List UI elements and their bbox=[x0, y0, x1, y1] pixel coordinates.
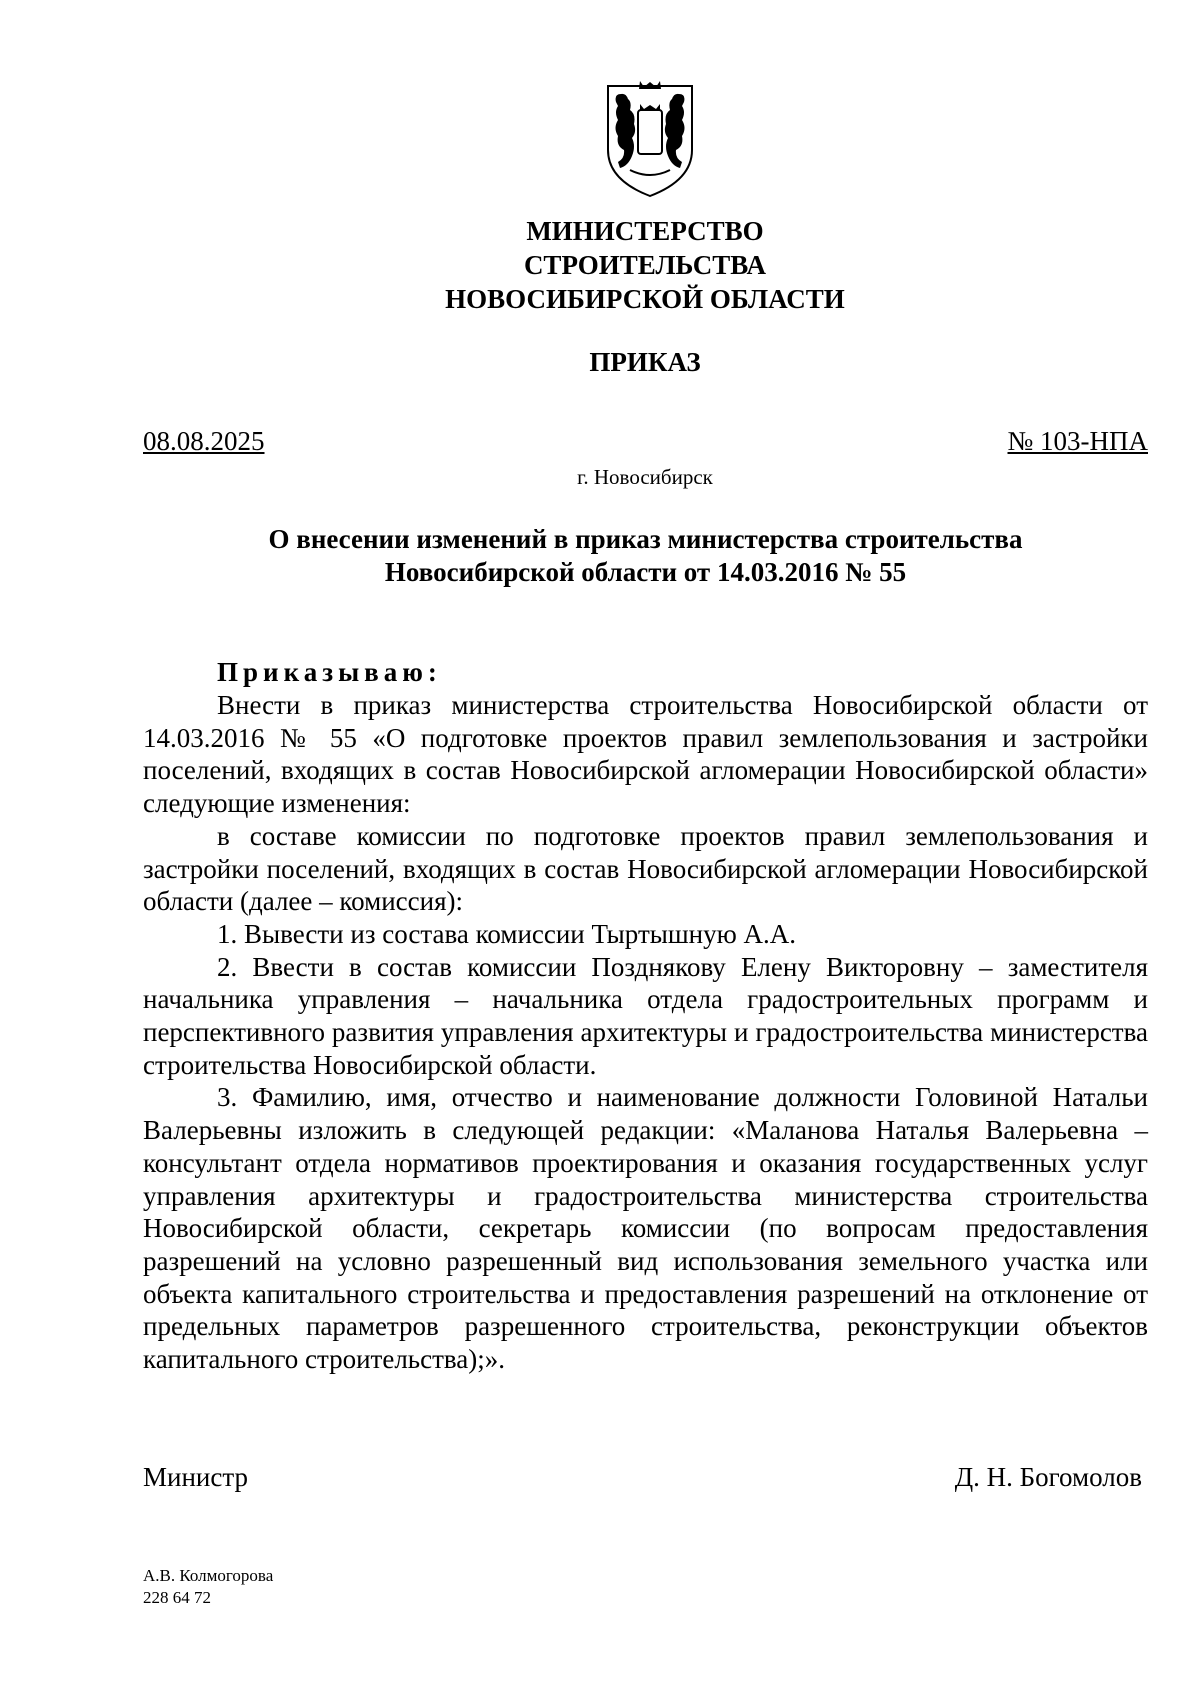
document-date: 08.08.2025 bbox=[143, 426, 265, 456]
subject-line-2: Новосибирской области от 14.03.2016 № 55 bbox=[384, 557, 907, 587]
body-paragraph: в составе комиссии по подготовке проектов правил землепользования и застройки поселений, входящих в состав Новосибирской агломерации Новосибирской области (далее – комиссия): bbox=[143, 820, 1148, 917]
body-paragraph: 1. Вывести из состава комиссии Тыртышную А.А. bbox=[217, 918, 797, 949]
executor-name: А.В. Колмогорова bbox=[143, 1566, 274, 1585]
document-body bbox=[143, 689, 1148, 1376]
executor-phone: 228 64 72 bbox=[143, 1588, 211, 1607]
coat-of-arms-icon bbox=[600, 80, 700, 200]
order-heading: Приказываю: bbox=[217, 657, 442, 687]
ministry-name-line-2: СТРОИТЕЛЬСТВА bbox=[523, 250, 767, 280]
document-subject bbox=[143, 523, 1148, 589]
body-paragraph: Внести в приказ министерства строительства Новосибирской области от 14.03.2016 № 55 «О подготовке проектов правил землепользования и застройки поселений, входящих в состав Новосибирской агломерации Новосибирской области» следующие изменения: bbox=[143, 690, 1148, 819]
body-paragraph: 3. Фамилию, имя, отчество и наименование должности Головиной Натальи Валерьевны изложить в следующей редакции: «Маланова Наталья Валерьевна – консультант отдела нормативов проектирования и оказания государственных услуг управления архитектуры и градостроительства министерства строительства Новосибирской области, секретарь комиссии (по вопросам предоставления разрешений на условно разрешенный вид использования земельного участка или объекта капитального строительства и предоставления разрешений на отклонение от предельных параметров разрешенного строительства, реконструкции объектов капитального строительства);». bbox=[143, 1082, 1148, 1375]
subject-line-1: О внесении изменений в приказ министерства строительства bbox=[268, 524, 1023, 554]
document-type: ПРИКАЗ bbox=[589, 347, 701, 377]
document-number: № 103-НПА bbox=[1007, 426, 1148, 456]
executor-info bbox=[143, 1565, 273, 1609]
body-paragraph: 2. Ввести в состав комиссии Позднякову Елену Викторовну – заместителя начальника управления – начальника отдела градостроительных программ и перспективного развития управления архитектуры и градостроительства министерства строительства Новосибирской области. bbox=[143, 951, 1148, 1080]
signatory-name: Д. Н. Богомолов bbox=[954, 1462, 1142, 1492]
document-city: г. Новосибирск bbox=[577, 465, 713, 489]
ministry-name bbox=[0, 214, 1200, 316]
signatory-title: Министр bbox=[143, 1462, 248, 1492]
ministry-name-line-1: МИНИСТЕРСТВО bbox=[526, 216, 764, 246]
ministry-name-line-3: НОВОСИБИРСКОЙ ОБЛАСТИ bbox=[445, 284, 845, 314]
